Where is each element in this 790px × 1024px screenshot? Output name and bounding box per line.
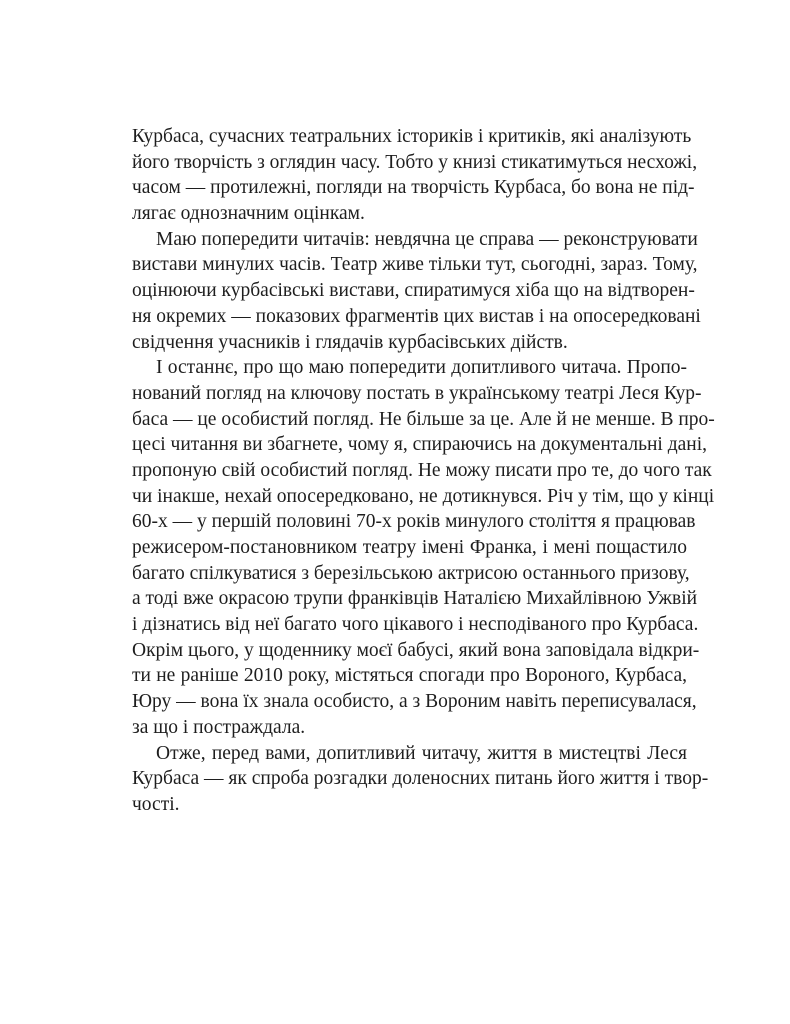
text-line: Отже, перед вами, допитливий читачу, життя в мистецтві Леся <box>156 742 687 764</box>
text-line: баса — це особистий погляд. Не більше за це. Але й не менше. В про- <box>132 408 715 430</box>
text-line: Окрім цього, у щоденнику моєї бабусі, який вона заповідала відкри- <box>132 639 700 661</box>
text-line: 60-х — у першій половині 70-х років минулого століття я працював <box>132 511 696 533</box>
text-line: ти не раніше 2010 року, містяться спогади про Вороного, Курбаса, <box>132 665 687 687</box>
text-line: нований погляд на ключову постать в українському театрі Леся Кур- <box>132 382 702 404</box>
text-line: Курбаса — як спроба розгадки доленосних питань його життя і твор- <box>132 768 709 790</box>
text-line: І останнє, про що маю попередити допитливого читача. Пропо- <box>156 357 687 379</box>
text-line: Курбаса, сучасних театральних істориків і критиків, які аналізують <box>132 126 692 147</box>
text-line: свідчення учасників і глядачів курбасівських дійств. <box>132 331 568 353</box>
text-line: режисером-постановником театру імені Франка, і мені пощастило <box>132 537 687 558</box>
text-line: багато спілкуватися з березільською актрисою останнього призову, <box>132 562 690 584</box>
text-line: його творчість з оглядин часу. Тобто у книзі стикатимуться несхожі, <box>132 151 698 173</box>
text-line: пропоную свій особистий погляд. Не можу писати про те, до чого так <box>132 459 712 481</box>
text-line: часом — протилежні, погляди на творчість Курбаса, бо вона не під- <box>132 177 695 199</box>
text-line: і дізнатись від неї багато чого цікавого і несподіваного про Курбаса. <box>132 614 699 636</box>
text-line: чи інакше, нехай опосередковано, не дотикнувся. Річ у тім, що у кінці <box>132 485 715 507</box>
body-text <box>132 124 715 818</box>
text-line: Маю попередити читачів: невдячна це справа — реконструювати <box>156 228 698 250</box>
text-line: оцінюючи курбасівські вистави, спиратимуся хіба що на відтворен- <box>132 280 695 302</box>
text-line: а тоді вже окрасою трупи франківців Наталією Михайлівною Ужвій <box>132 588 698 610</box>
text-line: за що і постраждала. <box>132 716 306 738</box>
text-line: вистави минулих часів. Театр живе тільки тут, сьогодні, зараз. Тому, <box>132 254 698 276</box>
text-line: лягає однозначним оцінкам. <box>132 203 365 225</box>
text-line: ня окремих — показових фрагментів цих вистав і на опосередковані <box>132 305 701 327</box>
text-line: чості. <box>132 793 180 815</box>
text-line: цесі читання ви збагнете, чому я, спираючись на документальні дані, <box>132 434 708 456</box>
text-line: Юру — вона їх знала особисто, а з Вороним навіть переписувалася, <box>132 691 697 713</box>
